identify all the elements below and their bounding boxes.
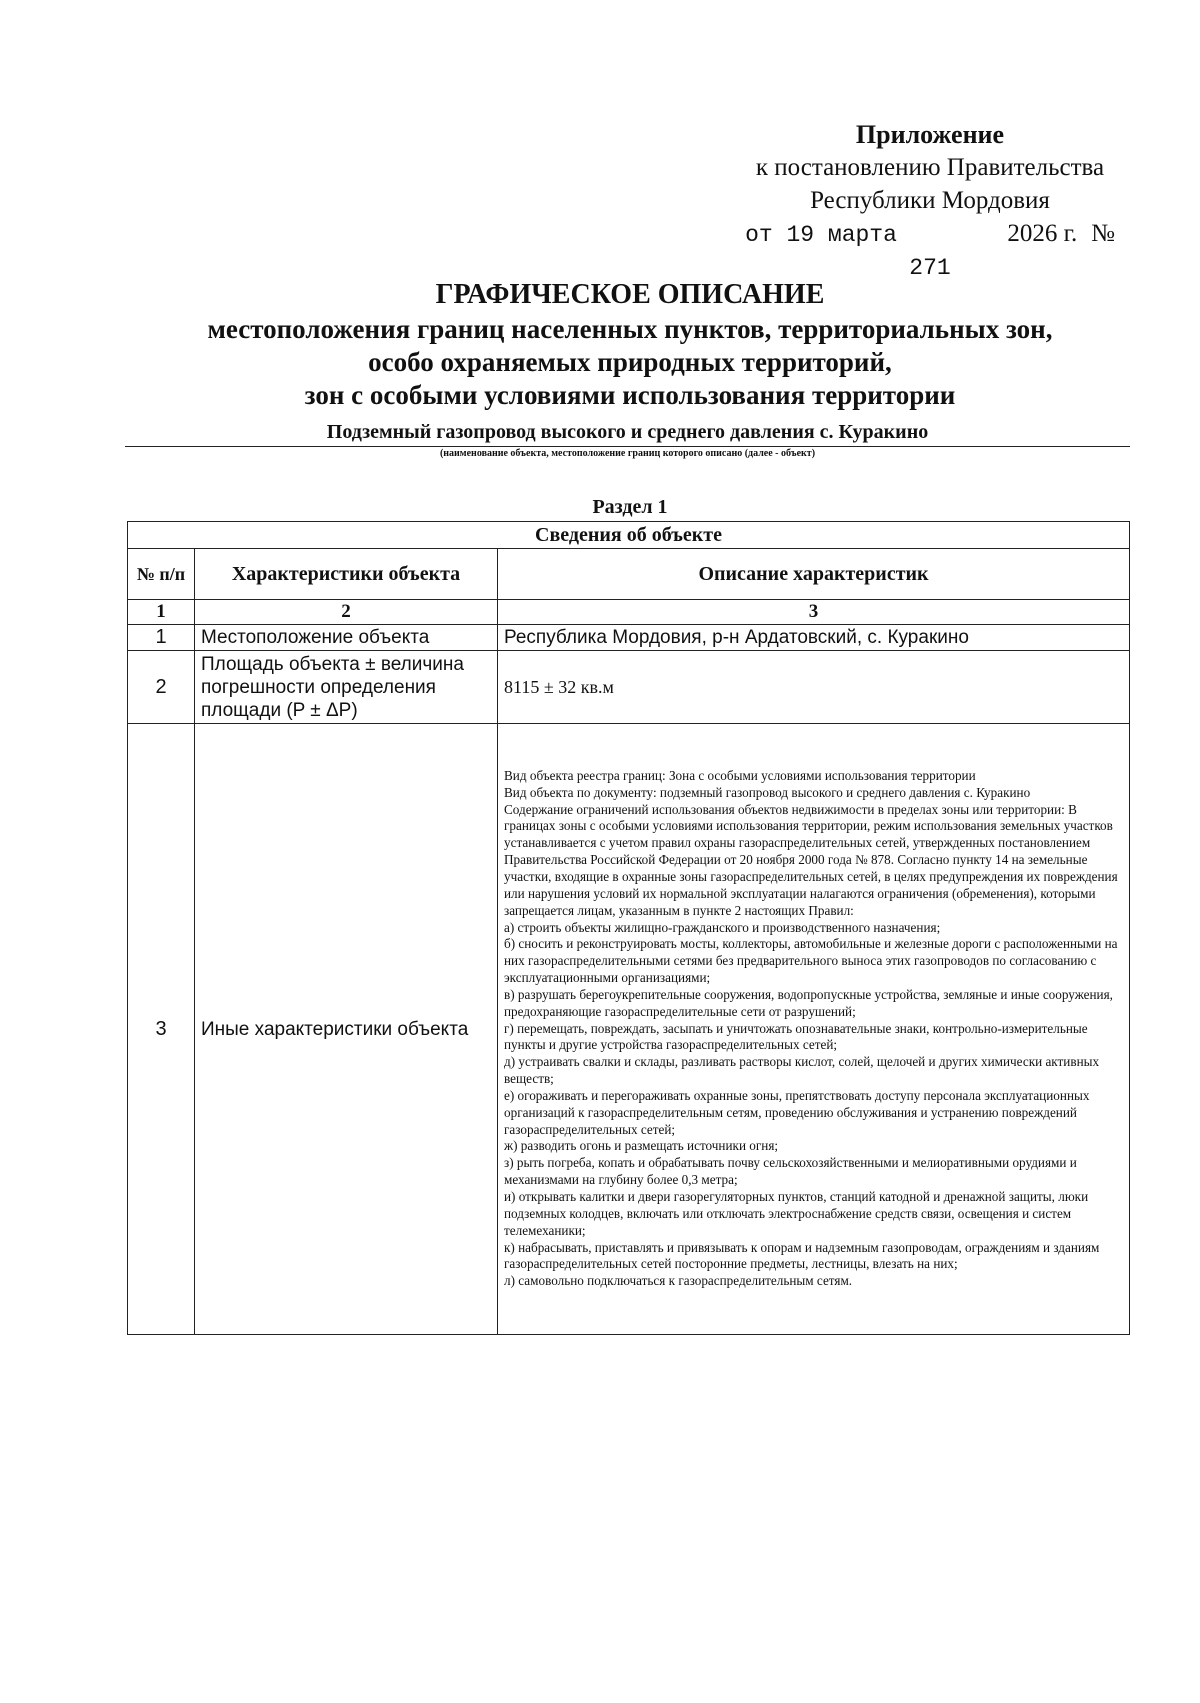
table-row — [128, 724, 1130, 1335]
document-title: ГРАФИЧЕСКОЕ ОПИСАНИЕ — [435, 279, 825, 310]
appendix-block — [720, 118, 1140, 285]
description-line: б) сносить и реконструировать мосты, коллекторы, автомобильные и железные дороги с расположенными на них газораспределительными сетями без предварительного выноса этих газопроводов по согласованию с эксплуатационными организациями; — [504, 936, 1118, 986]
description-line: г) перемещать, повреждать, засыпать и уничтожать опознавательные знаки, контрольно-измерительные пункты и другие устройства газораспределительных сетей; — [504, 1020, 1088, 1053]
heading-line-3: зон с особыми условиями использования территории — [304, 380, 956, 410]
description-line: Вид объекта реестра границ: Зона с особыми условиями использования территории — [504, 767, 976, 783]
object-info-table — [127, 521, 1130, 1335]
table-header-row — [128, 549, 1130, 600]
row-characteristic: Площадь объекта ± величина погрешности определения площади (P ± ΔP) — [195, 651, 498, 724]
document-heading — [120, 278, 1140, 412]
description-line: е) огораживать и перегораживать охранные зоны, препятствовать доступу персонала эксплуатационных организаций к газораспределительным сетям, проведению обслуживания и устранению повреждений газораспределительных сетей; — [504, 1087, 1090, 1137]
appendix-line-2: Республики Мордовия — [810, 187, 1050, 214]
description-line: Содержание ограничений использования объектов недвижимости в пределах зоны или территории: В границах зоны с особыми условиями использования территории, режим использования земельных участков устанавливается с учетом правил охраны газораспределительных сетей, утвержденных постановлением Правительства Российской Федерации от 20 ноября 2000 года № 878. Согласно пункту 14 на земельные участки, входящие в охранные зоны газораспределительных сетей, в целях предупреждения их повреждения или нарушения условий их нормальной эксплуатации налагаются ограничения (обременения), которыми запрещается лицам, указанным в пункте 2 настоящих Правил: — [504, 801, 1118, 918]
description-line: к) набрасывать, приставлять и привязывать к опорам и надземным газопроводам, ограждениям и зданиям газораспределительных сетей посторонние предметы, лестницы, влезать на них; — [504, 1239, 1100, 1272]
section-title: Раздел 1 — [592, 496, 668, 518]
description-line: и) открывать калитки и двери газорегуляторных пунктов, станций катодной и дренажной защиты, люки подземных колодцев, включать или отключать электроснабжение средств связи, освещения и систем телемеханики; — [504, 1189, 1089, 1238]
restrictions-text — [504, 768, 1123, 1290]
appendix-date-line — [720, 217, 1140, 285]
row-description: Республика Мордовия, р-н Ардатовский, с. Куракино — [498, 625, 1130, 651]
header-number-text: № п/п — [136, 564, 186, 584]
date-year: 2026 г. — [1007, 220, 1078, 247]
heading-line-2: особо охраняемых природных территорий, — [368, 347, 892, 377]
row-number: 1 — [128, 625, 195, 651]
row-description — [498, 724, 1130, 1335]
date-value: 19 марта — [786, 222, 897, 248]
column-number-1: 1 — [128, 600, 195, 625]
header-characteristic: Характеристики объекта — [195, 549, 498, 600]
header-description: Описание характеристик — [498, 549, 1130, 600]
row-characteristic: Местоположение объекта — [195, 625, 498, 651]
table-caption: Сведения об объекте — [128, 522, 1130, 549]
date-prefix: от — [745, 222, 773, 248]
appendix-line-1: к постановлению Правительства — [755, 154, 1105, 181]
header-number — [128, 549, 195, 600]
description-line: л) самовольно подключаться к газораспределительным сетям. — [504, 1273, 853, 1289]
row-characteristic: Иные характеристики объекта — [195, 724, 498, 1335]
object-name: Подземный газопровод высокого и среднего давления с. Куракино — [125, 421, 1130, 447]
row-number: 2 — [128, 651, 195, 724]
table-row — [128, 651, 1130, 724]
description-line: Вид объекта по документу: подземный газопровод высокого и среднего давления с. Куракино — [504, 784, 1031, 800]
appendix-title: Приложение — [855, 120, 1005, 149]
row-description: 8115 ± 32 кв.м — [498, 651, 1130, 724]
row-number: 3 — [128, 724, 195, 1335]
column-number-2: 2 — [195, 600, 498, 625]
table-caption-row — [128, 522, 1130, 549]
object-caption: (наименование объекта, местоположение границ которого описано (далее - объект) — [439, 448, 816, 459]
column-number-row — [128, 600, 1130, 625]
description-line: в) разрушать берегоукрепительные сооружения, водопропускные устройства, земляные и иные сооружения, предохраняющие газораспределительные сети от разрушений; — [504, 986, 1113, 1019]
table-row — [128, 625, 1130, 651]
description-line: д) устраивать свалки и склады, разливать растворы кислот, солей, щелочей и других химически активных веществ; — [504, 1054, 1100, 1087]
column-number-3: 3 — [498, 600, 1130, 625]
description-line: а) строить объекты жилищно-гражданского и производственного назначения; — [504, 919, 941, 935]
number-sign: № — [1091, 220, 1115, 247]
description-line: з) рыть погреба, копать и обрабатывать почву сельскохозяйственными и мелиоративными орудиями и механизмами на глубину более 0,3 метра; — [504, 1155, 1077, 1188]
resolution-number: 271 — [909, 255, 951, 281]
heading-line-1: местоположения границ населенных пунктов, территориальных зон, — [207, 314, 1053, 344]
description-line: ж) разводить огонь и размещать источники огня; — [504, 1138, 779, 1154]
